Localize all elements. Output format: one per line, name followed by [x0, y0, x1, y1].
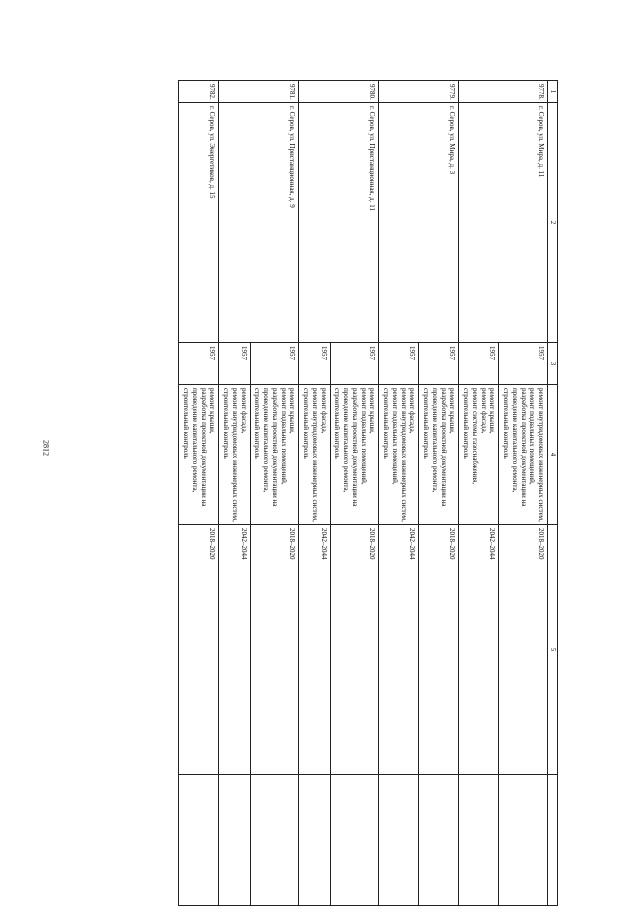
work-item: строительный контроль — [253, 388, 262, 459]
work-item: ремонт внутридомовых инженерных систем, — [537, 388, 546, 522]
build-year-cell: 1957 — [379, 343, 419, 385]
address-cell: г. Серов, ул. Энергетиков, д. 15 — [179, 103, 219, 343]
column-header: 1 — [548, 81, 558, 103]
period-cell: 2018–2020 — [250, 525, 299, 775]
table-row — [330, 81, 379, 906]
work-item: разработка проектной документации на — [439, 388, 448, 507]
works-cell — [250, 385, 299, 525]
column-header: 5 — [548, 525, 558, 775]
works-cell — [219, 385, 250, 525]
empty-cell — [219, 775, 250, 906]
column-header: 3 — [548, 343, 558, 385]
work-item: ремонт крыши, — [288, 388, 297, 434]
work-item: ремонт фасада, — [319, 388, 328, 434]
work-item: разработка проектной документации на — [351, 388, 359, 507]
address-cell: г. Серов, ул. Мира, д. 11 — [459, 103, 548, 343]
row-number: 9780. — [299, 81, 379, 103]
build-year-cell: 1957 — [250, 343, 299, 385]
works-cell — [330, 385, 379, 525]
period-cell: 2018–2020 — [499, 525, 548, 775]
page-number: 2812 — [41, 440, 51, 456]
work-item: строительный контроль — [302, 388, 311, 459]
period-cell: 2042–2044 — [299, 525, 330, 775]
work-item: ремонт фасада, — [239, 388, 248, 434]
work-item: ремонт фасада, — [479, 388, 488, 434]
period-cell: 2042–2044 — [459, 525, 499, 775]
empty-cell — [379, 775, 419, 906]
work-item: проведение капитального ремонта, — [431, 388, 439, 493]
period-cell: 2018–2020 — [179, 525, 219, 775]
table-body — [179, 81, 548, 906]
work-item: ремонт фасада, — [408, 388, 417, 434]
repair-schedule-table — [179, 80, 559, 906]
work-item: разработка проектной документации на — [199, 388, 208, 507]
work-item: ремонт крыши, — [208, 388, 217, 434]
work-item: разработка проектной документации на — [271, 388, 279, 507]
works-cell — [459, 385, 499, 525]
work-item: проведение капитального ремонта, — [511, 388, 519, 493]
build-year-cell: 1957 — [499, 343, 548, 385]
row-number: 9782. — [179, 81, 219, 103]
works-cell — [299, 385, 330, 525]
empty-cell — [499, 775, 548, 906]
column-header-empty — [548, 775, 558, 906]
work-item: проведение капитального ремонта, — [342, 388, 351, 493]
work-item: ремонт подвальных помещений, — [391, 388, 399, 485]
empty-cell — [330, 775, 379, 906]
period-cell: 2018–2020 — [419, 525, 459, 775]
column-header: 4 — [548, 385, 558, 525]
work-item: ремонт крыши, — [448, 388, 457, 434]
table-row — [499, 81, 548, 906]
work-item: ремонт внутридомовых инженерных систем, — [399, 388, 408, 522]
build-year-cell: 1957 — [459, 343, 499, 385]
empty-cell — [459, 775, 499, 906]
period-cell: 2018–2020 — [330, 525, 379, 775]
row-number: 9779. — [379, 81, 459, 103]
table-header-row — [548, 81, 558, 906]
work-item: проведение капитального ремонта, — [262, 388, 271, 493]
work-item: строительный контроль — [502, 388, 511, 459]
work-item: строительный контроль — [222, 388, 231, 459]
work-item: строительный контроль — [182, 388, 191, 459]
build-year-cell: 1957 — [419, 343, 459, 385]
work-item: ремонт крыши, — [488, 388, 497, 434]
empty-cell — [419, 775, 459, 906]
work-item: ремонт внутридомовых инженерных систем, — [311, 388, 319, 522]
work-item: ремонт крыши, — [368, 388, 377, 434]
works-cell — [499, 385, 548, 525]
works-cell — [379, 385, 419, 525]
work-item: строительный контроль — [382, 388, 391, 459]
work-item: строительный контроль — [462, 388, 471, 459]
table-row — [250, 81, 299, 906]
build-year-cell: 1957 — [219, 343, 250, 385]
period-cell: 2042–2044 — [379, 525, 419, 775]
work-item: строительный контроль — [422, 388, 431, 459]
empty-cell — [250, 775, 299, 906]
work-item: строительный контроль — [333, 388, 342, 459]
row-number: 9781. — [219, 81, 299, 103]
work-item: ремонт подвальных помещений, — [279, 388, 288, 485]
build-year-cell: 1957 — [299, 343, 330, 385]
work-item: ремонт подвальных помещений, — [528, 388, 537, 485]
works-cell — [419, 385, 459, 525]
build-year-cell: 1957 — [330, 343, 379, 385]
row-number: 9778. — [459, 81, 548, 103]
table-row — [179, 81, 219, 906]
document-sheet — [80, 80, 558, 906]
address-cell: г. Серов, ул. Пристанционная, д. 9 — [219, 103, 299, 343]
work-item: ремонт внутридомовых инженерных систем, — [231, 388, 239, 522]
empty-cell — [179, 775, 219, 906]
table-row — [419, 81, 459, 906]
empty-cell — [299, 775, 330, 906]
column-header: 2 — [548, 103, 558, 343]
build-year-cell: 1957 — [179, 343, 219, 385]
work-item: ремонт подвальных помещений, — [359, 388, 368, 485]
address-cell: г. Серов, ул. Пристанционная, д. 11 — [299, 103, 379, 343]
work-item: разработка проектной документации на — [519, 388, 528, 507]
works-cell — [179, 385, 219, 525]
work-item: ремонт системы газоснабжения, — [471, 388, 479, 485]
work-item: проведение капитального ремонта, — [191, 388, 199, 493]
period-cell: 2042–2044 — [219, 525, 250, 775]
address-cell: г. Серов, ул. Мира, д. 3 — [379, 103, 459, 343]
